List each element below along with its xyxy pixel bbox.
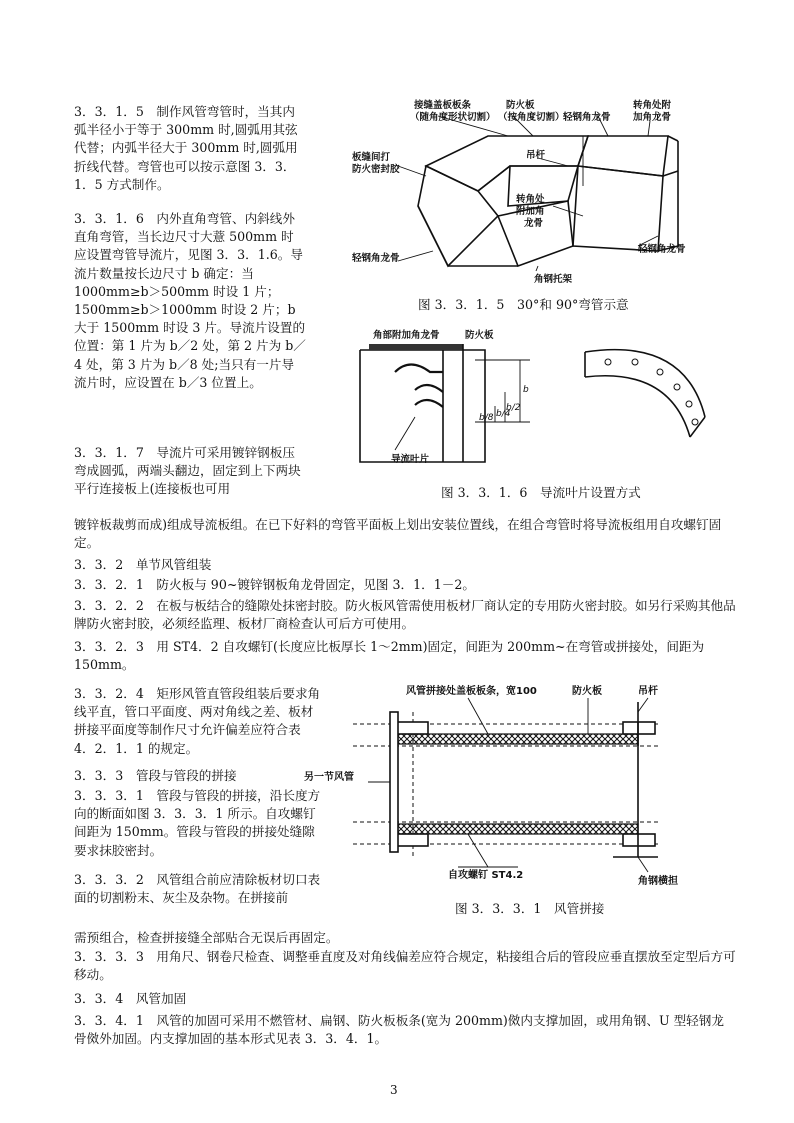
fig1-label-turn-3: 龙骨 xyxy=(524,218,544,229)
fig2-label-fireboard: 防火板 xyxy=(465,330,494,341)
figure-elbow-diagram xyxy=(338,96,738,286)
fig2-dim-b: b xyxy=(523,385,529,395)
heading-3-3-3: 3．3．3 管段与管段的拼接 xyxy=(74,768,237,783)
fig1-label-seal-2: 防火密封胶 xyxy=(352,164,400,175)
para-3-3-1-5: 3．3．1．5 制作风管弯管时，当其内弧半径小于等于 300mm 时,圆弧用其弦代替；内弧半径大于 300mm 时,圆弧用折线代替。弯管也可以按示意图 3．3．1．5 方式制作。 xyxy=(74,104,298,192)
fig1-label-corner-2: 加角龙骨 xyxy=(633,112,672,123)
fig3-label-fireboard: 防火板 xyxy=(572,686,602,697)
para-3-3-3-3: 3．3．3．3 用角尺、钢卷尺检查、调整垂直度及对角线偏差应符合规定，粘接组合后的管段应垂直摆放至定型后方可移动。 xyxy=(74,949,736,983)
fig3-label-other: 另一节风管 xyxy=(304,772,354,783)
fig1-label-steel-right: 轻钢角龙骨 xyxy=(638,244,686,255)
fig2-dim-b8: b/8 xyxy=(479,413,494,423)
fig3-label-rod: 吊杆 xyxy=(638,686,658,697)
para-3-3-1-6: 3．3．1．6 内外直角弯管、内斜线外直角弯管，当长边尺寸大薏 500mm 时应设置弯管导流片，见图 3．3．1.6。导流片数量按长边尺寸 b 确定：当 1000mm≥b＞500mm 时设 1 片；1500mm≥b＞1000mm 时设 2 片；b 大于 1500mm 时设 3 片。导流片设置的位置：第 1 片为 b／2 处，第 2 片为 b／4 处，第 3 片为 b／8 处;当只有一片导流片时，应设置在 b／3 位置上。 xyxy=(74,211,306,390)
para-3-3-3-2-cont: 需预组合，检查拼接缝全部贴合无误后再固定。 xyxy=(74,930,339,945)
fig3-label-cover: 风管拼接处盖板板条，宽100 xyxy=(406,686,537,697)
para-3-3-2-3: 3．3．2．3 用 ST4．2 自攻螺钉(长度应比板厚长 1～2mm)固定，间距为 200mm~在弯管或拼接处，间距为 150mm。 xyxy=(74,639,705,673)
para-3-3-4-1: 3．3．4．1 风管的加固可采用不燃管材、扁钢、防火板板条(宽为 200mm)傚内支撑加固，或用角钢、U 型轻钢龙骨傚外加固。内支撑加固的基本形式见表 3．3．4．1。 xyxy=(74,1013,724,1047)
figure-duct-splice-diagram xyxy=(304,682,738,892)
fig1-label-turn-2: 附加角 xyxy=(516,206,545,217)
fig2-caption: 图 3．3．1．6 导流叶片设置方式 xyxy=(441,485,641,500)
fig2-dim-b2: b/2 xyxy=(506,403,521,413)
figure-guide-vane-diagram xyxy=(355,322,735,472)
para-3-3-2-4: 3．3．2．4 矩形风管直管段组装后要求角线平直，管口平面度、两对角线之差、板材拼接平面度等制作尺寸允许偏差应符合表 4．2．1．1 的规定。 xyxy=(74,686,321,756)
para-3-3-1-7: 3．3．1．7 导流片可采用镀锌钢板压弯成圆弧，两端头翻边，固定到上下两块平行连接板上(连接板也可用 xyxy=(74,445,301,497)
para-3-3-2-1: 3．3．2．1 防火板与 90~镀锌钢板角龙骨固定，见图 3．1．1－2。 xyxy=(74,577,475,592)
fig2-label-corner: 角部附加角龙骨 xyxy=(373,330,440,341)
fig1-label-seam-note: （随角度形状切割） xyxy=(410,112,496,123)
para-3-3-3-1: 3．3．3．1 管段与管段的拼接，沿长度方向的断面如图 3．3．3．1 所示。自攻螺钉间距为 150mm。管段与管段的拼接处缝隙要求抹胶密封。 xyxy=(74,788,321,858)
fig1-caption: 图 3．3．1．5 30°和 90°弯管示意 xyxy=(418,297,629,312)
fig1-label-seal: 板缝间打 xyxy=(352,152,391,163)
para-3-3-1-7-cont: 镀锌板裁剪而成)组成导流板组。在已下好料的弯管平面板上划出安装位置线，在组合弯管时将导流板组用自攻螺钉固定。 xyxy=(74,517,722,551)
fig1-label-fireboard: 防火板 xyxy=(506,100,535,111)
heading-3-3-2: 3．3．2 单节风管组装 xyxy=(74,557,212,572)
para-3-3-2-2: 3．3．2．2 在板与板结合的缝隙处抹密封胶。防火板风管需使用板材厂商认定的专用防火密封胶。如另行采购其他品牌防火密封胶，必须经监理、板材厂商检查认可后方可使用。 xyxy=(74,598,736,632)
fig1-label-turn: 转角处 xyxy=(516,194,545,205)
fig1-label-rod: 吊杆 xyxy=(526,150,546,161)
fig2-dim-b4: b/4 xyxy=(496,409,511,419)
fig1-label-steel-top: 轻钢角龙骨 xyxy=(563,112,611,123)
fig1-label-fireboard-note: （按角度切割） xyxy=(498,112,565,123)
fig1-label-corner: 转角处附 xyxy=(633,100,672,111)
fig2-label-vane: 导流叶片 xyxy=(391,454,430,465)
fig3-caption: 图 3．3．3．1 风管拼接 xyxy=(455,901,605,916)
fig1-label-seam: 接缝盖板板条 xyxy=(414,100,472,111)
fig3-label-angle: 角钢横担 xyxy=(638,876,678,887)
page-number: 3 xyxy=(390,1083,398,1097)
fig1-label-bracket: 角钢托架 xyxy=(534,274,573,285)
para-3-3-3-2: 3．3．3．2 风管组合前应清除板材切口表面的切割粉末、灰尘及杂物。在拼接前 xyxy=(74,872,321,906)
fig3-label-screw: 自攻螺钉 ST4.2 xyxy=(448,870,524,881)
heading-3-3-4: 3．3．4 风管加固 xyxy=(74,991,187,1006)
fig1-label-steel-left: 轻钢角龙骨 xyxy=(352,253,400,264)
